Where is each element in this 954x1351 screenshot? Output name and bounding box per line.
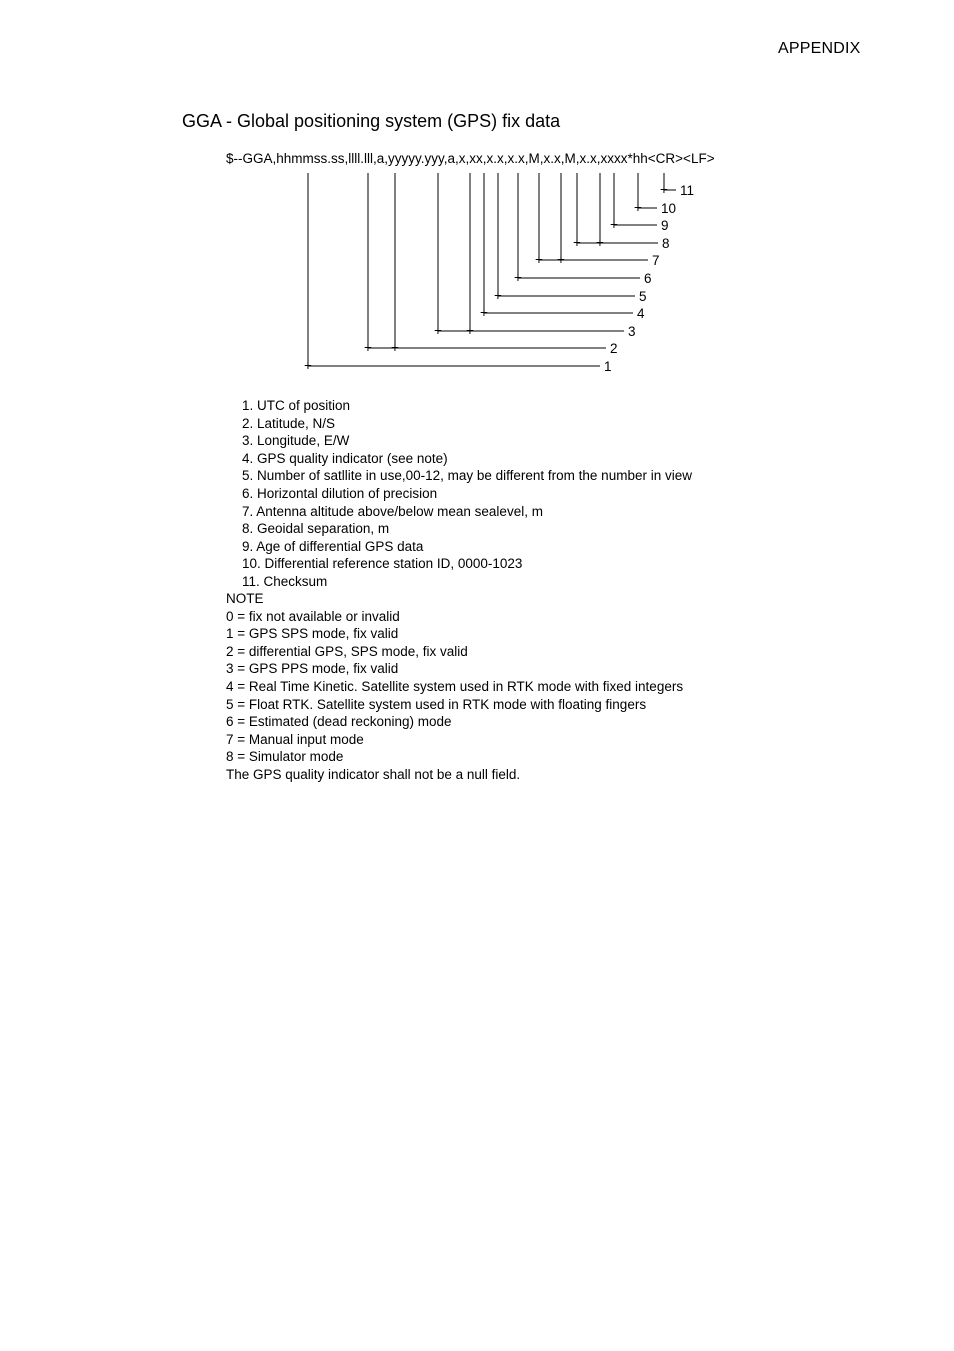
list-item: 7. Antenna altitude above/below mean sealevel, m <box>242 503 543 519</box>
diagram-label: 9 <box>661 218 669 233</box>
diagram-label: 2 <box>610 341 618 356</box>
list-item: 10. Differential reference station ID, 0000-1023 <box>242 556 523 572</box>
diagram-plus: + <box>466 323 474 338</box>
list-item: 6. Horizontal dilution of precision <box>242 485 438 501</box>
list-item: 1. UTC of position <box>242 398 351 413</box>
list-item: 3. Longitude, E/W <box>242 433 350 449</box>
diagram-label: 5 <box>639 289 647 304</box>
note-heading: NOTE <box>226 591 264 606</box>
list-item: 2. Latitude, N/S <box>242 415 336 431</box>
diagram-label: 4 <box>637 306 645 321</box>
diagram-label: 11 <box>680 183 695 198</box>
page-header-label: APPENDIX <box>778 40 861 57</box>
diagram-plus: + <box>660 182 668 197</box>
diagram-label: 7 <box>652 253 660 268</box>
diagram-plus: + <box>610 217 618 232</box>
diagram-label: 1 <box>604 359 612 374</box>
diagram-label: 8 <box>662 236 670 251</box>
list-item: 11. Checksum <box>242 573 328 589</box>
note-line: 6 = Estimated (dead reckoning) mode <box>226 714 452 730</box>
diagram-lines <box>308 173 676 366</box>
sentence-format: $--GGA,hhmmss.ss,llll.lll,a,yyyyy.yyy,a,x,xx,x.x,x.x,M,x.x,M,x.x,xxxx*hh<CR><LF> <box>226 151 715 166</box>
diagram-plus: + <box>573 235 581 250</box>
list-item: 9. Age of differential GPS data <box>242 538 424 554</box>
note-line: 1 = GPS SPS mode, fix valid <box>226 626 399 642</box>
note-line: 3 = GPS PPS mode, fix valid <box>226 661 399 677</box>
note-line: 4 = Real Time Kinetic. Satellite system used in RTK mode with fixed integers <box>226 678 684 694</box>
note-line: 8 = Simulator mode <box>226 749 344 765</box>
diagram-label: 10 <box>661 201 677 216</box>
diagram-plus: + <box>434 323 442 338</box>
note-line: The GPS quality indicator shall not be a null field. <box>226 766 521 782</box>
note-line: 5 = Float RTK. Satellite system used in RTK mode with floating fingers <box>226 696 647 712</box>
diagram-plus: + <box>391 340 399 355</box>
diagram-plus: + <box>364 340 372 355</box>
field-diagram <box>0 0 954 400</box>
diagram-plus: + <box>304 358 312 373</box>
diagram-plus: + <box>514 270 522 285</box>
page-title: GGA - Global positioning system (GPS) fix data <box>182 111 561 131</box>
diagram-label: 3 <box>628 324 636 339</box>
list-item: 8. Geoidal separation, m <box>242 521 390 537</box>
field-list <box>242 397 692 591</box>
note-line: 0 = fix not available or invalid <box>226 608 400 624</box>
note-line: 7 = Manual input mode <box>226 731 364 747</box>
list-item: 4. GPS quality indicator (see note) <box>242 450 448 466</box>
diagram-plus: + <box>634 200 642 215</box>
diagram-plus: + <box>480 305 488 320</box>
diagram-plus: + <box>596 235 604 250</box>
note-line: 2 = differential GPS, SPS mode, fix valid <box>226 643 468 659</box>
diagram-plus: + <box>494 288 502 303</box>
diagram-label: 6 <box>644 271 652 286</box>
list-item: 5. Number of satllite in use,00-12, may be different from the number in view <box>242 468 692 484</box>
note-section <box>226 590 683 784</box>
diagram-plus: + <box>557 252 565 267</box>
diagram-plus: + <box>535 252 543 267</box>
